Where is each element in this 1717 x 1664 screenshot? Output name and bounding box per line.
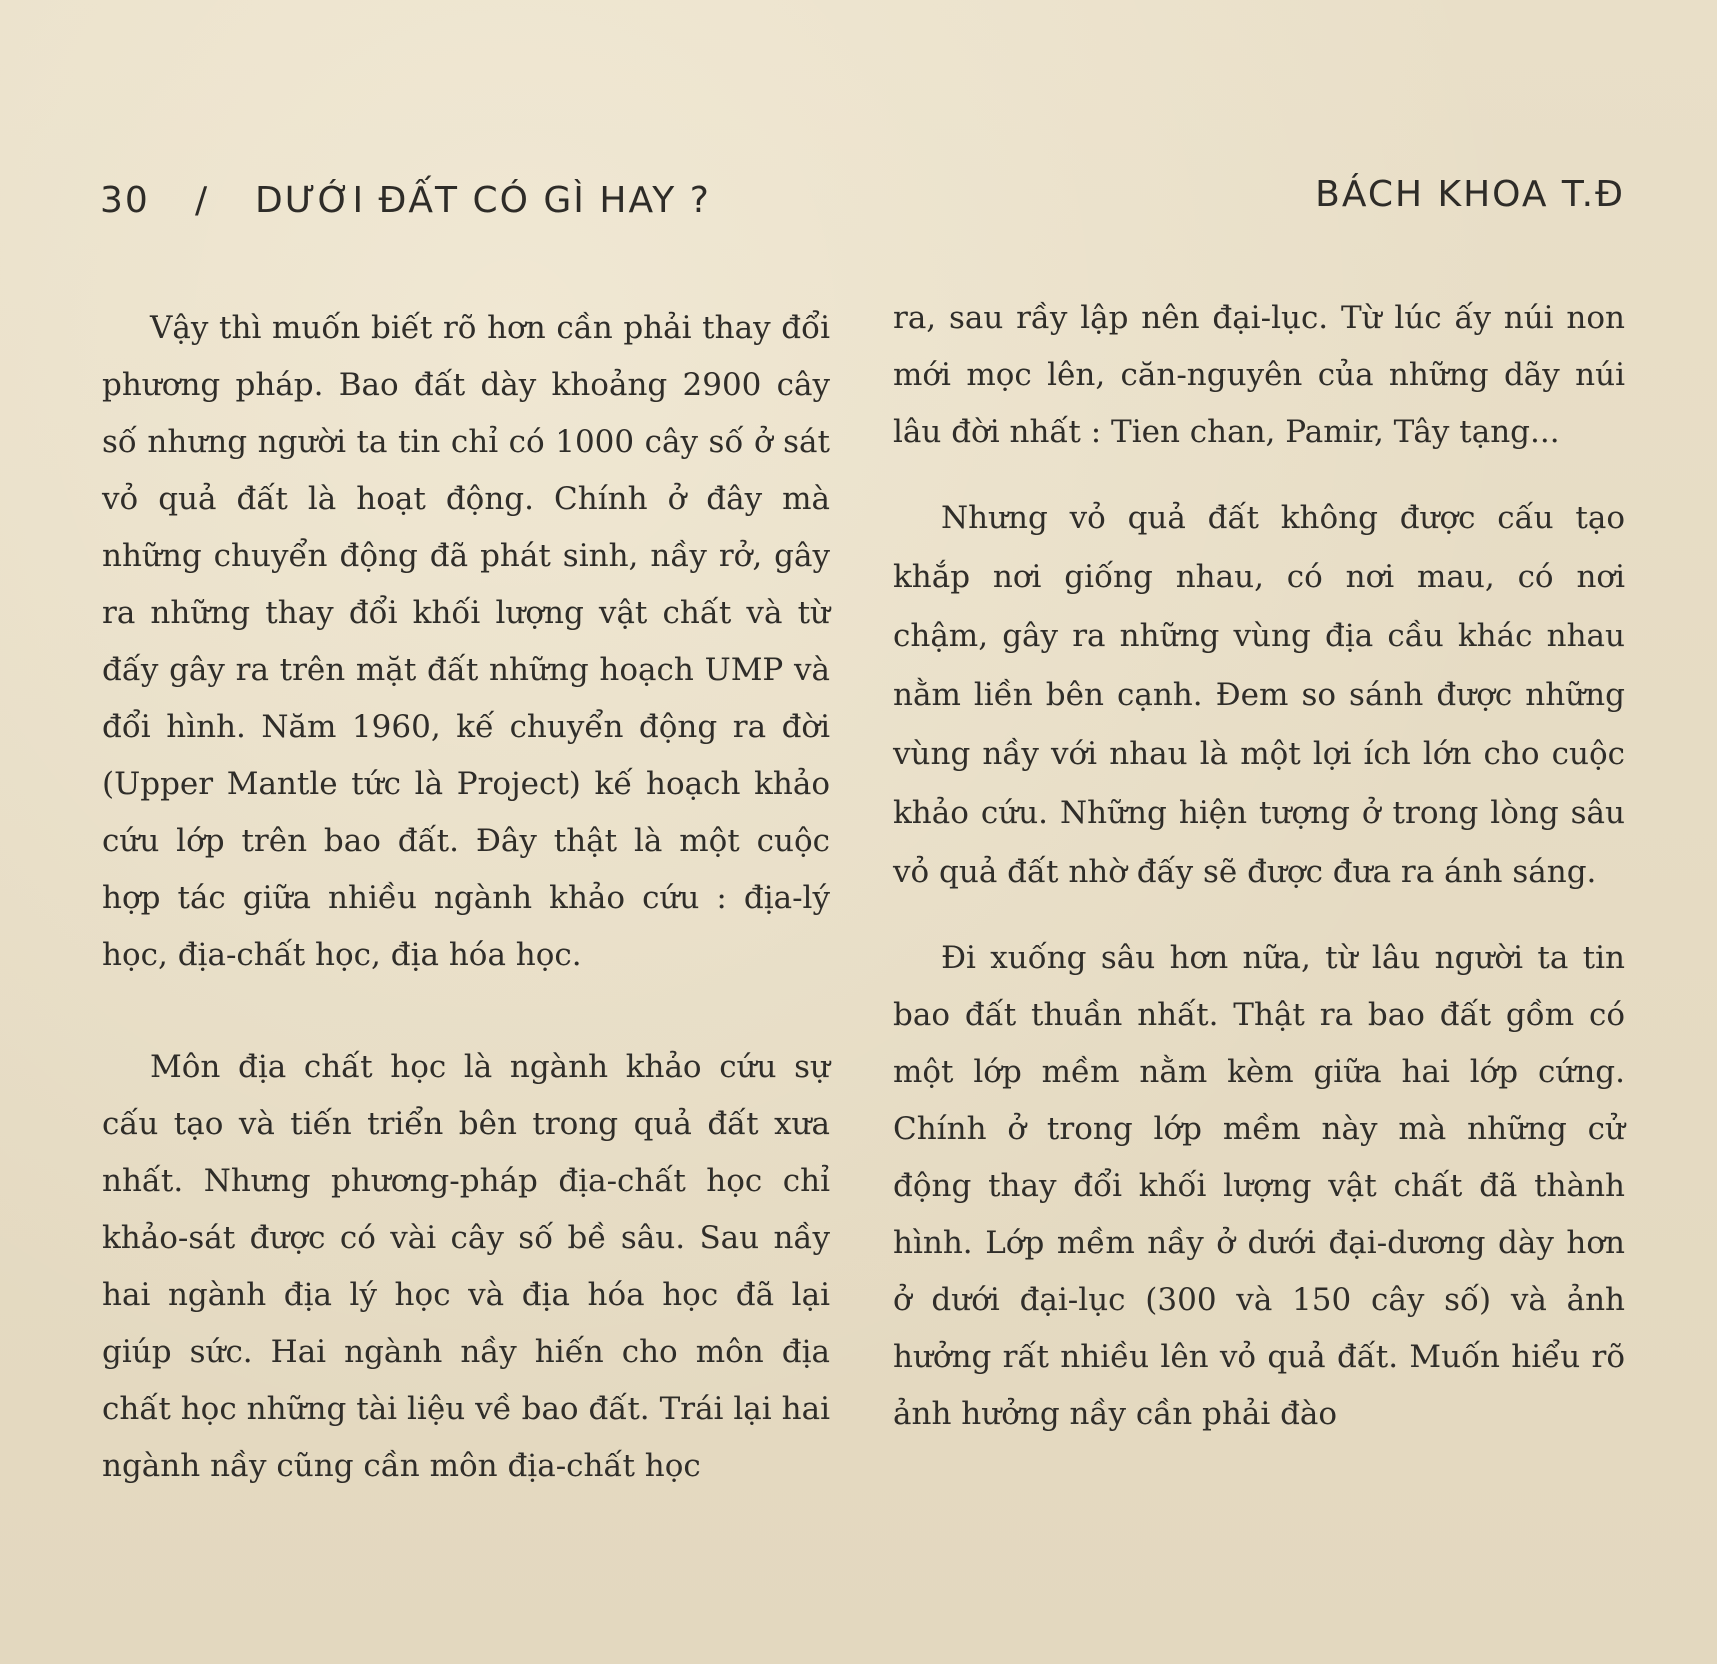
publication-name: BÁCH KHOA T.Đ xyxy=(1315,174,1625,215)
paragraph: Môn địa chất học là ngành khảo cứu sự cấu tạo và tiến triển bên trong quả đất xưa nhất. Nhưng phương-pháp địa-chất học chỉ khảo-sát được có vài cây số bề sâu. Sau nầy hai ngành địa lý học và địa hóa học đã lại giúp sức. Hai ngành nầy hiến cho môn địa chất học những tài liệu về bao đất. Trái lại hai ngành nầy cũng cần môn địa-chất học xyxy=(102,1049,830,1484)
running-header xyxy=(100,174,1625,230)
right-column xyxy=(893,290,1625,1471)
chapter-title: DƯỚI ĐẤT CÓ GÌ HAY ? xyxy=(255,180,711,221)
page-number: 30 xyxy=(100,180,150,221)
paragraph: ra, sau rầy lập nên đại-lục. Từ lúc ấy núi non mới mọc lên, căn-nguyên của những dãy núi lâu đời nhất : Tien chan, Pamir, Tây tạng... xyxy=(893,300,1625,450)
paragraph: Nhưng vỏ quả đất không được cấu tạo khắp nơi giống nhau, có nơi mau, có nơi chậm, gây ra những vùng địa cầu khác nhau nằm liền bên cạnh. Đem so sánh được những vùng nầy với nhau là một lợi ích lớn cho cuộc khảo cứu. Những hiện tượng ở trong lòng sâu vỏ quả đất nhờ đấy sẽ được đưa ra ánh sáng. xyxy=(893,500,1625,890)
header-separator: / xyxy=(195,180,210,221)
paragraph: Vậy thì muốn biết rõ hơn cần phải thay đổi phương pháp. Bao đất dày khoảng 2900 cây số nhưng người ta tin chỉ có 1000 cây số ở sát vỏ quả đất là hoạt động. Chính ở đây mà những chuyển động đã phát sinh, nầy rở, gây ra những thay đổi khối lượng vật chất và từ đấy gây ra trên mặt đất những hoạch UMP và đổi hình. Năm 1960, kế chuyển động ra đời (Upper Mantle tức là Project) kế hoạch khảo cứu lớp trên bao đất. Đây thật là một cuộc hợp tác giữa nhiều ngành khảo cứu : địa-lý học, địa-chất học, địa hóa học. xyxy=(102,310,830,973)
paragraph: Đi xuống sâu hơn nữa, từ lâu người ta tin bao đất thuần nhất. Thật ra bao đất gồm có một lớp mềm nằm kèm giữa hai lớp cứng. Chính ở trong lớp mềm này mà những cử động thay đổi khối lượng vật chất đã thành hình. Lớp mềm nầy ở dưới đại-dương dày hơn ở dưới đại-lục (300 và 150 cây số) và ảnh hưởng rất nhiều lên vỏ quả đất. Muốn hiểu rõ ảnh hưởng nầy cần phải đào xyxy=(893,940,1625,1432)
left-column xyxy=(102,300,830,1550)
